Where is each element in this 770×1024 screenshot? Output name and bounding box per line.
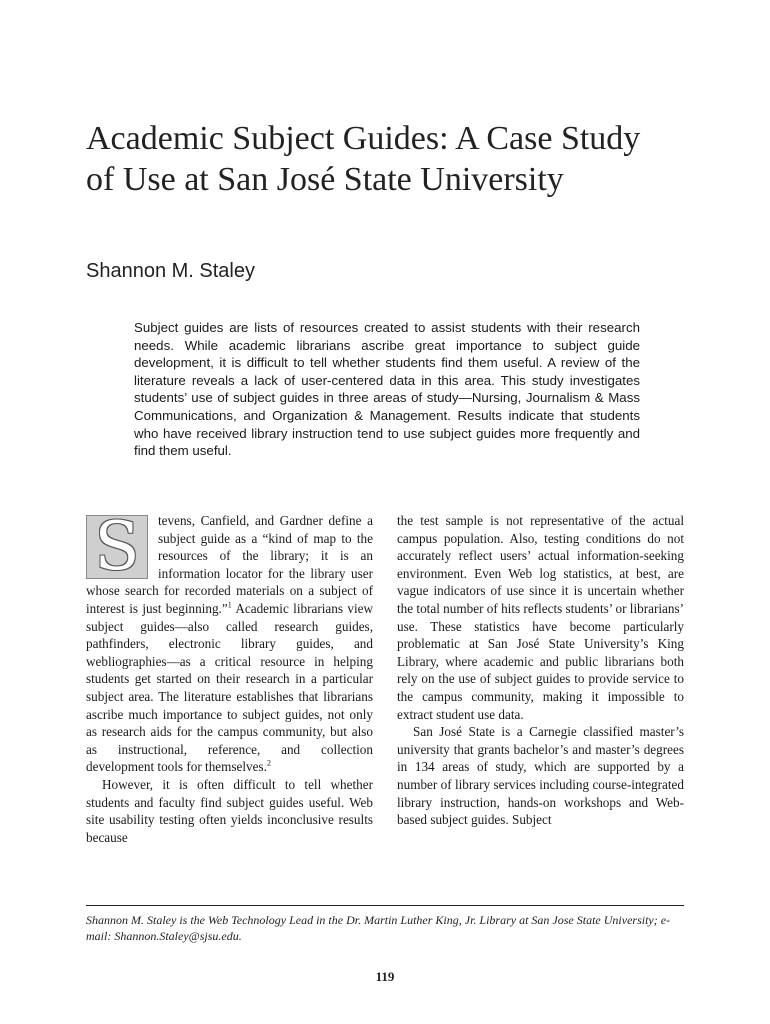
abstract: Subject guides are lists of resources created to assist students with their research needs. While academic librarians ascribe great importance to subject guide development, it is difficult to tell whether students find them useful. A review of the literature reveals a lack of user-centered data in this area. This study investigates students’ use of subject guides in three areas of study—Nursing, Journalism & Mass Communications, and Organization & Management. Results indicate that students who have received library instruction tend to use subject guides more frequently and find them useful. (134, 320, 640, 459)
right-column (397, 512, 684, 829)
body-paragraph-3: the test sample is not representative of the actual campus population. Also, testing conditions do not accurately reflect users’ actual information-seeking environment. Even Web log statistics, at best, are vague indicators of use since it is uncertain whether the total number of hits reflects students’ or librarians’ use. These statistics have become particularly problematic at San José State University’s King Library, where academic and public librarians both rely on the use of subject guides to provide service to the campus community, making it impossible to extract student use data. (397, 513, 684, 722)
body-text: tevens, Canfield, and Gardner define a subject guide as a “kind of map to the resources of the library; it is an information locator for the library user whose search for recorded materials on a subject of interest is just beginning.” (86, 513, 373, 616)
body-text: Academic librarians view subject guides—also called research guides, pathfinders, electronic library guides, and webliographies—as a critical resource in helping students get started on their research in a particular subject area. The literature establishes that librarians ascribe much importance to subject guides, not only as research aids for the campus community, but also as instructional, reference, and collection development tools for themselves. (86, 600, 373, 775)
drop-cap-letter: S (94, 508, 140, 585)
author-footnote: Shannon M. Staley is the Web Technology Lead in the Dr. Martin Luther King, Jr. Library at San Jose State University; e-mail: Shannon.Staley@sjsu.edu. (86, 913, 671, 943)
author-name: Shannon M. Staley (86, 260, 255, 282)
footnote-ref: 2 (266, 758, 271, 768)
page-number: 119 (375, 969, 395, 984)
body-paragraph-4: San José State is a Carnegie classified master’s university that grants bachelor’s and master’s degrees in 134 areas of study, which are supported by a number of library services including course-integrated library instruction, hands-on workshops and Web-based subject guides. Subject (397, 724, 684, 828)
drop-cap (86, 508, 148, 585)
footnote-ref: 1 (227, 600, 232, 610)
footnote-divider (86, 905, 684, 906)
body-paragraph-2: However, it is often difficult to tell whether students and faculty find subject guides useful. Web site usability testing often yields inconclusive results because (86, 776, 373, 845)
article-title: Academic Subject Guides: A Case Study of Use at San José State University (86, 120, 641, 198)
left-column (86, 508, 373, 846)
